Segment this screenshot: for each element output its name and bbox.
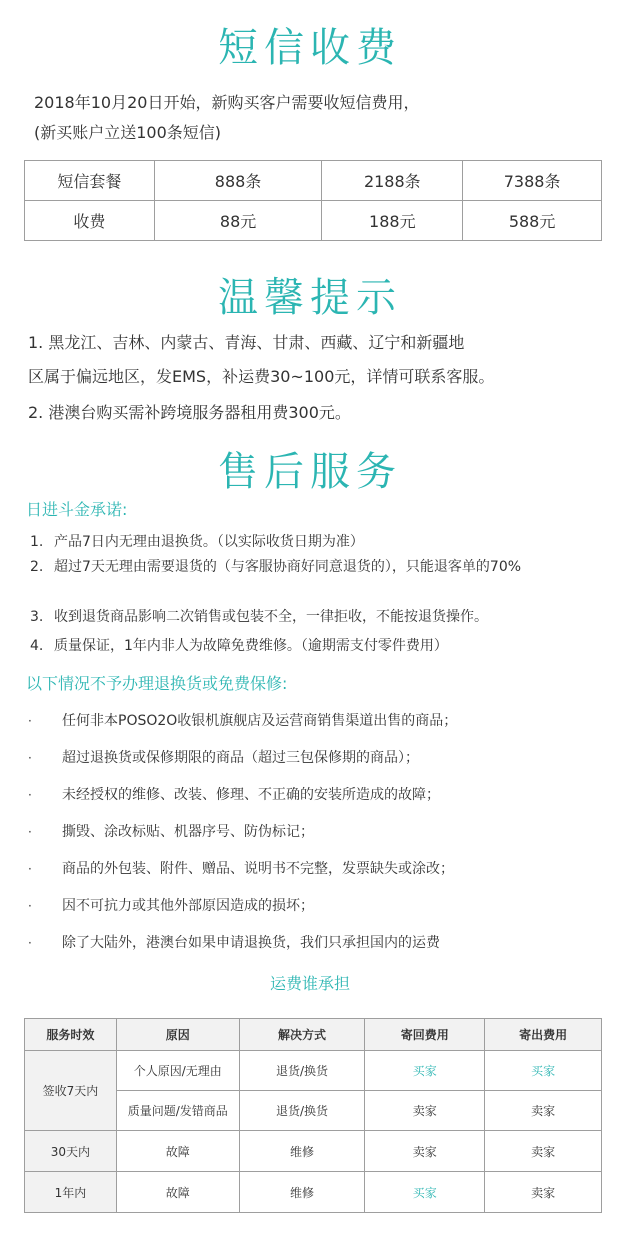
promise-text: 超过7天无理由需要退货的（与客服协商好同意退货的），只能退客单的70% <box>54 559 522 575</box>
shipping-title: 运费谁承担 <box>269 974 350 993</box>
bullet-icon: · <box>28 825 32 839</box>
sms-fee-label: 收费 <box>25 201 155 241</box>
header-reason: 原因 <box>116 1019 239 1051</box>
bullet-icon: · <box>28 862 32 876</box>
header-return-fee: 寄回费用 <box>365 1019 485 1051</box>
after-sales-title: 售后服务 <box>218 449 402 495</box>
sms-fee-title: 短信收费 <box>218 25 402 71</box>
bullet-icon: · <box>28 788 32 802</box>
period-7-days: 签收7天内 <box>25 1051 117 1131</box>
send-fee-cell: 卖家 <box>485 1091 602 1131</box>
sms-package-label: 短信套餐 <box>25 161 155 201</box>
period-1-year: 1年内 <box>25 1172 117 1213</box>
tips-title: 温馨提示 <box>218 275 402 321</box>
exclusion-item-4 <box>28 823 314 841</box>
reason-cell: 故障 <box>116 1172 239 1213</box>
send-fee-cell: 卖家 <box>485 1172 602 1213</box>
promise-item-3 <box>30 608 605 626</box>
table-row <box>25 161 602 201</box>
exclusion-text: 因不可抗力或其他外部原因造成的损坏； <box>62 898 314 914</box>
exclusion-text: 任何非本POSO2O收银机旗舰店及运营商销售渠道出售的商品； <box>62 713 458 729</box>
table-row <box>25 201 602 241</box>
exclusion-text: 商品的外包装、附件、赠品、说明书不完整，发票缺失或涂改； <box>62 861 454 877</box>
return-fee-cell: 卖家 <box>365 1131 485 1172</box>
sms-package-888: 888条 <box>154 161 322 201</box>
exclusion-text: 除了大陆外，港澳台如果申请退换货，我们只承担国内的运费 <box>62 935 440 951</box>
exclusion-text: 超过退换货或保修期限的商品（超过三包保修期的商品）； <box>62 750 419 766</box>
exclusion-item-3 <box>28 786 440 804</box>
exclusion-item-1 <box>28 712 457 730</box>
promise-number: 4. <box>30 638 44 654</box>
table-row <box>25 1051 602 1091</box>
solution-cell: 维修 <box>239 1131 365 1172</box>
exclusion-item-6 <box>28 897 314 915</box>
send-fee-cell: 卖家 <box>485 1131 602 1172</box>
promise-text: 收到退货商品影响二次销售或包装不全，一律拒收，不能按退货操作。 <box>54 609 488 625</box>
header-solution: 解决方式 <box>239 1019 365 1051</box>
header-send-fee: 寄出费用 <box>485 1019 602 1051</box>
return-fee-cell: 卖家 <box>365 1091 485 1131</box>
return-fee-cell: 买家 <box>365 1051 485 1091</box>
promise-item-1 <box>30 533 605 551</box>
sms-package-7388: 7388条 <box>463 161 602 201</box>
exclusion-item-5 <box>28 860 454 878</box>
sms-fee-188: 188元 <box>322 201 463 241</box>
promise-text: 质量保证，1年内非人为故障免费维修。（逾期需支付零件费用） <box>54 638 448 654</box>
reason-cell: 质量问题/发错商品 <box>116 1091 239 1131</box>
reason-cell: 故障 <box>116 1131 239 1172</box>
period-30-days: 30天内 <box>25 1131 117 1172</box>
promise-title: 日进斗金承诺: <box>26 500 128 519</box>
exclusion-item-7 <box>28 934 440 952</box>
bullet-icon: · <box>28 714 32 728</box>
table-row <box>25 1172 602 1213</box>
sms-package-2188: 2188条 <box>322 161 463 201</box>
exclusion-text: 撕毁、涂改标贴、机器序号、防伪标记； <box>62 824 314 840</box>
tip-item-1-line1: 1. 黑龙江、吉林、内蒙古、青海、甘肃、西藏、辽宁和新疆地 <box>28 333 465 352</box>
table-row <box>25 1131 602 1172</box>
return-fee-cell: 买家 <box>365 1172 485 1213</box>
sms-fee-88: 88元 <box>154 201 322 241</box>
table-header-row <box>25 1019 602 1051</box>
exclusion-text: 未经授权的维修、改装、修理、不正确的安装所造成的故障； <box>62 787 440 803</box>
solution-cell: 退货/换货 <box>239 1091 365 1131</box>
promise-text: 产品7日内无理由退换货。（以实际收货日期为准） <box>54 534 364 550</box>
sms-intro-line2: (新买账户立送100条短信) <box>34 123 222 142</box>
promise-number: 2. <box>30 559 44 575</box>
sms-intro-line1: 2018年10月20日开始，新购买客户需要收短信费用， <box>34 93 420 112</box>
promise-number: 3. <box>30 609 44 625</box>
solution-cell: 退货/换货 <box>239 1051 365 1091</box>
solution-cell: 维修 <box>239 1172 365 1213</box>
sms-fee-table <box>24 160 602 241</box>
bullet-icon: · <box>28 899 32 913</box>
shipping-cost-table <box>24 1018 602 1213</box>
sms-fee-588: 588元 <box>463 201 602 241</box>
promise-number: 1. <box>30 534 44 550</box>
bullet-icon: · <box>28 936 32 950</box>
exclusion-title: 以下情况不予办理退换货或免费保修: <box>26 674 288 693</box>
promise-item-2 <box>30 558 614 576</box>
send-fee-cell: 买家 <box>485 1051 602 1091</box>
tip-item-2: 2. 港澳台购买需补跨境服务器租用费300元。 <box>28 403 351 422</box>
bullet-icon: · <box>28 751 32 765</box>
header-service-period: 服务时效 <box>25 1019 117 1051</box>
reason-cell: 个人原因/无理由 <box>116 1051 239 1091</box>
exclusion-item-2 <box>28 749 419 767</box>
tip-item-1-line2: 区属于偏远地区，发EMS，补运费30~100元，详情可联系客服。 <box>28 367 495 386</box>
promise-item-4 <box>30 637 605 655</box>
